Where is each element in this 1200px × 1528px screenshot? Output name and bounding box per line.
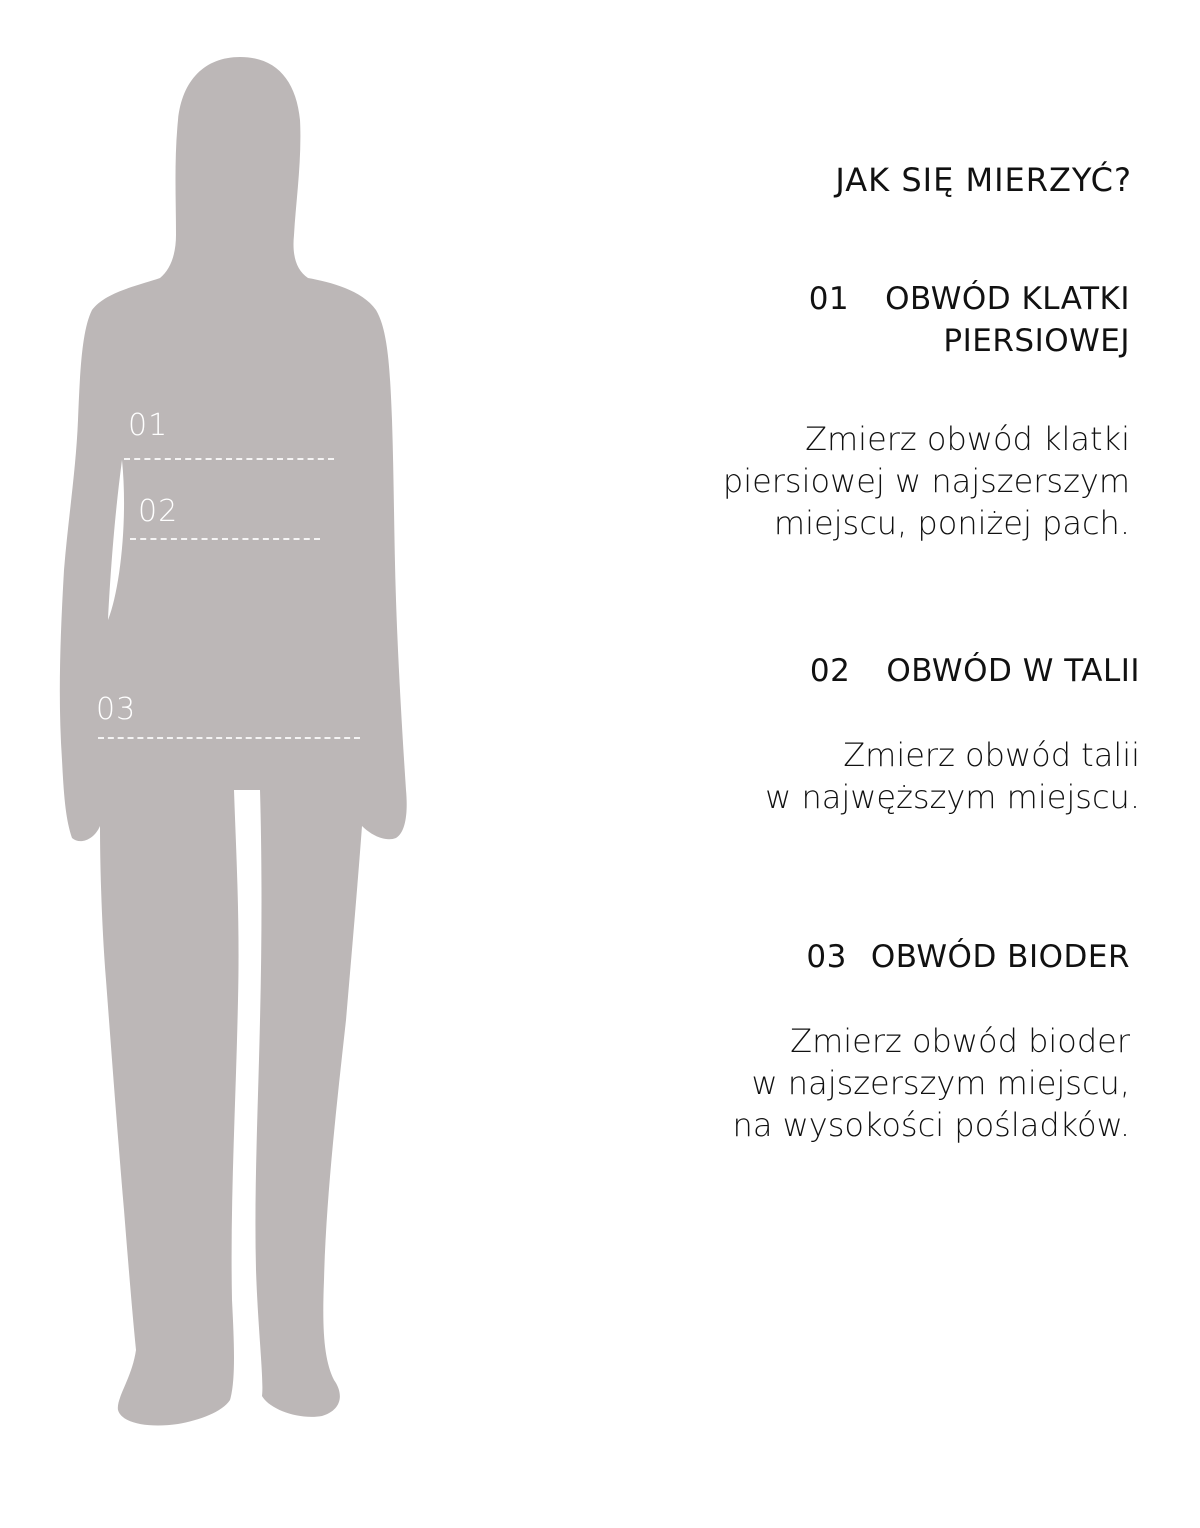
- section-name: OBWÓD KLATKI PIERSIOWEJ: [885, 281, 1130, 359]
- marker-label-03: 03: [96, 692, 137, 727]
- section-waist: [580, 650, 1140, 818]
- chest-measure-line: [124, 458, 334, 460]
- waist-measure-line: [130, 538, 320, 540]
- section-number: 02: [809, 653, 851, 689]
- section-heading: [570, 278, 1130, 362]
- section-number: 01: [808, 281, 850, 317]
- silhouette-shape: [60, 57, 407, 1425]
- section-number: 03: [806, 939, 847, 975]
- section-heading: [580, 650, 1140, 692]
- section-chest: [570, 278, 1130, 544]
- section-name: OBWÓD BIODER: [870, 939, 1130, 975]
- measurement-guide: [580, 150, 1140, 1144]
- section-heading: [570, 936, 1130, 978]
- section-description: Zmierz obwód bioder w najszerszym miejscu, na wysokości pośladków.: [732, 1022, 1130, 1144]
- hip-measure-line: [98, 737, 360, 739]
- silhouette-graphic: [0, 0, 560, 1528]
- section-description: Zmierz obwód talii w najwęższym miejscu.: [765, 736, 1140, 816]
- body-silhouette-figure: [0, 0, 560, 1528]
- marker-label-02: 02: [138, 494, 179, 529]
- section-description: Zmierz obwód klatki piersiowej w najszerszym miejscu, poniżej pach.: [722, 420, 1130, 542]
- section-name: OBWÓD W TALII: [886, 653, 1140, 689]
- section-hips: [570, 936, 1130, 1146]
- marker-label-01: 01: [128, 408, 169, 443]
- page-title: JAK SIĘ MIERZYĆ?: [835, 161, 1132, 199]
